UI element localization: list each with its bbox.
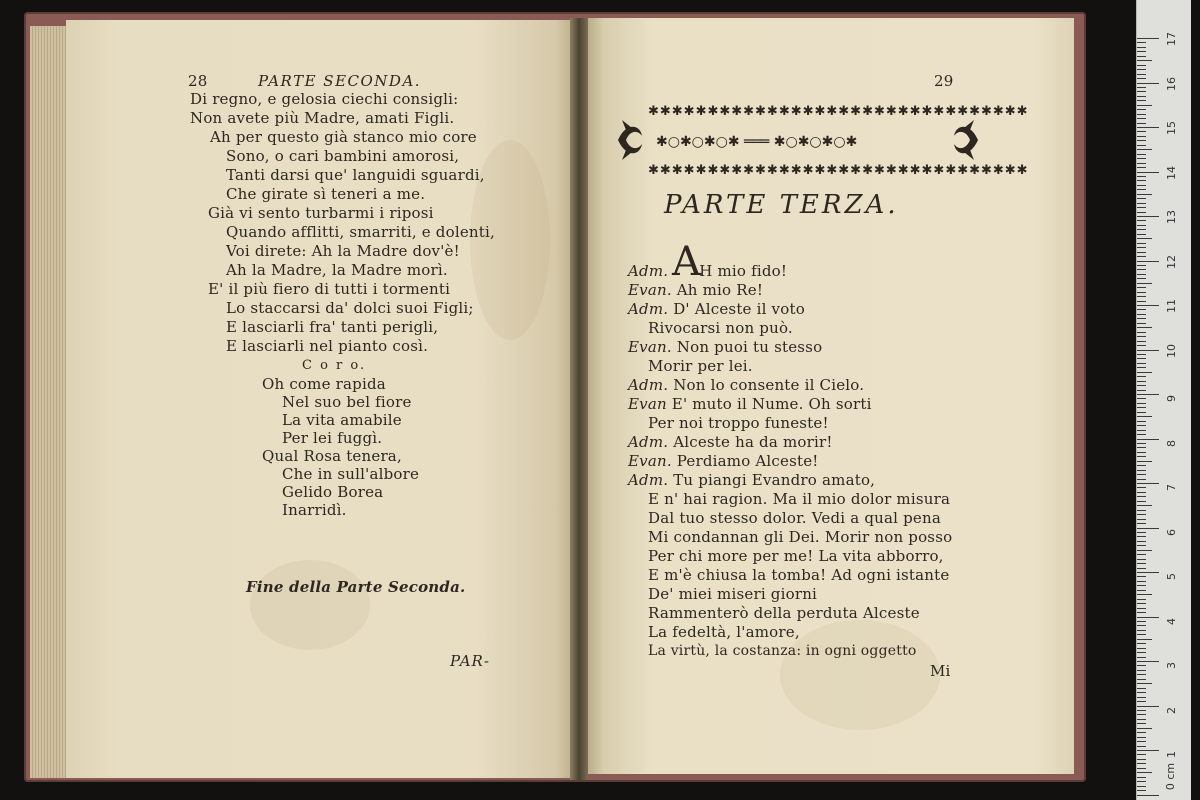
dialogue-line: [628, 376, 864, 394]
dialogue-line: [628, 452, 819, 470]
ruler-tick: [1137, 172, 1159, 173]
line-text: Dal tuo stesso dolor. Vedi a qual pena: [648, 509, 942, 527]
ruler-tick: [1137, 728, 1152, 729]
ruler-tick: [1137, 336, 1146, 337]
ruler-tick: [1137, 639, 1152, 640]
ruler-tick: [1137, 581, 1146, 582]
coro-line: La vita amabile: [282, 411, 402, 429]
coro-line: Nel suo bel fiore: [282, 393, 412, 411]
ruler-tick: [1137, 367, 1146, 368]
ruler-tick: [1137, 416, 1152, 417]
verse-line: Voi direte: Ah la Madre dov'è!: [226, 242, 460, 260]
ruler-tick: [1137, 69, 1146, 70]
dialogue-line: [628, 300, 805, 318]
ruler-tick: [1137, 439, 1159, 440]
ruler-tick: [1137, 470, 1146, 471]
ruler-number: 9: [1165, 395, 1178, 402]
coro-line: Gelido Borea: [282, 483, 384, 501]
book-gutter: [570, 18, 588, 780]
ruler-tick: [1137, 332, 1146, 333]
ruler-tick: [1137, 407, 1146, 408]
ornament-headpiece-icon: [612, 100, 1029, 182]
verse-line: Già vi sento turbarmi i riposi: [208, 204, 434, 222]
speaker-label: Evan.: [628, 452, 672, 470]
ruler-tick: [1137, 238, 1152, 239]
ruler-number: 3: [1165, 662, 1178, 669]
dialogue-line: [648, 585, 817, 603]
verse-line: Non avete più Madre, amati Figli.: [190, 109, 455, 127]
ruler-tick: [1137, 447, 1146, 448]
ruler-tick: [1137, 768, 1146, 769]
ruler-tick: [1137, 229, 1146, 230]
ruler-tick: [1137, 225, 1146, 226]
ruler-tick: [1137, 158, 1146, 159]
line-text: Ah mio Re!: [676, 281, 764, 299]
ruler-tick: [1137, 661, 1159, 662]
ruler-tick: [1137, 403, 1146, 404]
coro-heading: C o r o.: [302, 358, 367, 373]
dialogue-line: [648, 566, 949, 584]
right-catchword: Mi: [930, 662, 951, 680]
ruler-tick: [1137, 398, 1146, 399]
ruler-tick: [1137, 390, 1146, 391]
ruler-tick: [1137, 47, 1146, 48]
ruler-number: 5: [1165, 573, 1178, 580]
ruler-tick: [1137, 754, 1146, 755]
ruler-tick: [1137, 91, 1146, 92]
dialogue-line: [628, 262, 787, 280]
ruler-tick: [1137, 786, 1146, 787]
coro-line: Qual Rosa tenera,: [262, 447, 402, 465]
ruler-tick: [1137, 189, 1146, 190]
measurement-ruler: [1136, 0, 1191, 800]
ruler-tick: [1137, 710, 1146, 711]
ruler-tick: [1137, 87, 1146, 88]
ruler-tick: [1137, 706, 1159, 707]
ruler-tick: [1137, 198, 1146, 199]
dialogue-line: [648, 604, 920, 622]
ruler-tick: [1137, 100, 1146, 101]
ruler-tick: [1137, 327, 1152, 328]
ruler-tick: [1137, 425, 1146, 426]
ruler-tick: [1137, 140, 1146, 141]
dialogue-line: [648, 547, 944, 565]
line-text: Per chi more per me! La vita abborro,: [648, 547, 944, 565]
coro-line: Oh come rapida: [262, 375, 386, 393]
ruler-tick: [1137, 465, 1146, 466]
ruler-tick: [1137, 56, 1146, 57]
dropcap-letter: A: [672, 239, 702, 285]
ruler-tick: [1137, 269, 1146, 270]
ruler-tick: [1137, 65, 1146, 66]
ruler-tick: [1137, 203, 1146, 204]
ruler-tick: [1137, 732, 1146, 733]
ruler-tick: [1137, 790, 1146, 791]
svg-text:✱✱✱✱✱✱✱✱✱✱✱✱✱✱✱✱✱✱✱✱✱✱✱✱✱✱✱✱✱✱: ✱✱✱✱✱✱✱✱✱✱✱✱✱✱✱✱✱✱✱✱✱✱✱✱✱✱✱✱✱✱✱✱: [648, 163, 1029, 178]
ruler-tick: [1137, 434, 1146, 435]
ruler-tick: [1137, 185, 1146, 186]
ruler-tick: [1137, 105, 1152, 106]
ruler-number: 15: [1165, 121, 1178, 135]
ruler-tick: [1137, 38, 1159, 39]
dialogue-line: [628, 471, 875, 489]
ruler-tick: [1137, 372, 1152, 373]
ruler-number: 8: [1165, 439, 1178, 447]
line-text: Non puoi tu stesso: [676, 338, 823, 356]
ruler-tick: [1137, 461, 1152, 462]
verse-line: Di regno, e gelosia ciechi consigli:: [190, 90, 459, 108]
dialogue-line: [628, 338, 822, 356]
fine-parte-seconda: Fine della Parte Seconda.: [246, 578, 466, 596]
dialogue-line: [628, 395, 872, 413]
line-text: Alceste ha da morir!: [673, 433, 833, 451]
ruler-tick: [1137, 265, 1146, 266]
ruler-tick: [1137, 456, 1146, 457]
verse-line: Ah la Madre, la Madre morì.: [226, 261, 448, 279]
ruler-number: 1: [1165, 751, 1178, 758]
ruler-tick: [1137, 83, 1159, 84]
ruler-tick: [1137, 634, 1146, 635]
ruler-tick: [1137, 692, 1146, 693]
ruler-tick: [1137, 314, 1146, 315]
ruler-number: 2: [1165, 706, 1178, 714]
ruler-tick: [1137, 550, 1152, 551]
ruler-tick: [1137, 194, 1152, 195]
ruler-tick: [1137, 568, 1146, 569]
ruler-tick: [1137, 576, 1146, 577]
ruler-tick: [1137, 385, 1146, 386]
line-text: Rivocarsi non può.: [648, 319, 793, 337]
line-text: H mio fido!: [699, 262, 788, 280]
speaker-label: Adm.: [628, 376, 669, 394]
ruler-tick: [1137, 781, 1146, 782]
ruler-tick: [1137, 296, 1146, 297]
ruler-tick: [1137, 701, 1146, 702]
line-text: Non lo consente il Cielo.: [673, 376, 865, 394]
ruler-tick: [1137, 60, 1152, 61]
ruler-tick: [1137, 443, 1146, 444]
dialogue-line: [648, 319, 793, 337]
ruler-tick: [1137, 608, 1146, 609]
coro-line: Che in sull'albore: [282, 465, 420, 483]
ruler-tick: [1137, 683, 1152, 684]
ruler-tick: [1137, 452, 1146, 453]
ruler-tick: [1137, 545, 1146, 546]
ruler-tick: [1137, 154, 1146, 155]
svg-text:✱✱✱✱✱✱✱✱✱✱✱✱✱✱✱✱✱✱✱✱✱✱✱✱✱✱✱✱✱✱: ✱✱✱✱✱✱✱✱✱✱✱✱✱✱✱✱✱✱✱✱✱✱✱✱✱✱✱✱✱✱✱✱: [648, 104, 1029, 119]
ruler-tick: [1137, 381, 1146, 382]
ruler-tick: [1137, 301, 1146, 302]
ruler-tick: [1137, 585, 1146, 586]
ruler-tick: [1137, 741, 1146, 742]
dialogue-line: [648, 509, 941, 527]
verse-line: Ah per questo già stanco mio core: [210, 128, 477, 146]
ruler-tick: [1137, 114, 1146, 115]
dialogue-line: [648, 528, 952, 546]
left-page-number: 28: [188, 72, 208, 90]
speaker-label: Evan.: [628, 281, 672, 299]
ruler-tick: [1137, 737, 1146, 738]
ruler-tick: [1137, 652, 1146, 653]
ruler-tick: [1137, 212, 1146, 213]
ruler-tick: [1137, 358, 1146, 359]
ruler-tick: [1137, 563, 1146, 564]
ruler-tick: [1137, 617, 1159, 618]
ruler-tick: [1137, 376, 1146, 377]
ruler-tick: [1137, 523, 1146, 524]
verse-line: Lo staccarsi da' dolci suoi Figli;: [226, 299, 474, 317]
ruler-tick: [1137, 590, 1146, 591]
ruler-tick: [1137, 670, 1146, 671]
ruler-tick: [1137, 541, 1146, 542]
verse-line: Che girate sì teneri a me.: [226, 185, 426, 203]
ruler-tick: [1137, 350, 1159, 351]
ruler-tick: [1137, 51, 1146, 52]
ruler-tick: [1137, 554, 1146, 555]
ruler-tick: [1137, 750, 1159, 751]
ruler-number: 13: [1165, 210, 1178, 224]
svg-text:✱○✱○✱○✱ ═══ ✱○✱○✱○✱: ✱○✱○✱○✱ ═══ ✱○✱○✱○✱: [656, 134, 858, 150]
coro-line: Per lei fuggì.: [282, 429, 383, 447]
ruler-number: 11: [1165, 299, 1178, 313]
ruler-tick: [1137, 363, 1146, 364]
verse-line: E lasciarli fra' tanti perigli,: [226, 318, 439, 336]
ruler-tick: [1137, 777, 1146, 778]
line-text: La virtù, la costanza: in ogni oggetto: [648, 643, 917, 659]
coro-line: Inarridì.: [282, 501, 347, 519]
verse-line: Tanti darsi que' languidi sguardi,: [226, 166, 485, 184]
ruler-tick: [1137, 163, 1146, 164]
ruler-unit-label: 0 cm: [1164, 762, 1178, 791]
ruler-tick: [1137, 697, 1146, 698]
ruler-tick: [1137, 505, 1152, 506]
ruler-tick: [1137, 287, 1146, 288]
ruler-tick: [1137, 274, 1146, 275]
ruler-tick: [1137, 603, 1146, 604]
ruler-tick: [1137, 283, 1152, 284]
line-text: E n' hai ragion. Ma il mio dolor misura: [648, 490, 951, 508]
ruler-tick: [1137, 795, 1159, 796]
parte-terza-title: PARTE TERZA.: [664, 190, 899, 220]
ruler-tick: [1137, 679, 1146, 680]
ruler-tick: [1137, 345, 1146, 346]
ruler-tick: [1137, 572, 1159, 573]
ruler-number: 4: [1165, 617, 1178, 625]
ruler-tick: [1137, 714, 1146, 715]
ruler-tick: [1137, 278, 1146, 279]
ruler-tick: [1137, 216, 1159, 217]
right-page-number: 29: [934, 72, 954, 90]
ruler-tick: [1137, 309, 1146, 310]
ruler-tick: [1137, 109, 1146, 110]
verse-line: E lasciarli nel pianto così.: [226, 337, 429, 355]
ruler-tick: [1137, 261, 1159, 262]
line-text: La fedeltà, l'amore,: [648, 623, 800, 641]
ruler-tick: [1137, 412, 1146, 413]
ruler-tick: [1137, 131, 1146, 132]
ruler-tick: [1137, 559, 1146, 560]
line-text: E m'è chiusa la tomba! Ad ogni istante: [648, 566, 950, 584]
ruler-number: 17: [1165, 32, 1178, 46]
ruler-tick: [1137, 167, 1146, 168]
ruler-tick: [1137, 643, 1146, 644]
ruler-tick: [1137, 665, 1146, 666]
dialogue-line: [628, 281, 763, 299]
ruler-tick: [1137, 657, 1146, 658]
ruler-tick: [1137, 723, 1146, 724]
ruler-tick: [1137, 772, 1152, 773]
speaker-label: Adm.: [628, 471, 669, 489]
dialogue-line: [628, 433, 833, 451]
line-text: Perdiamo Alceste!: [676, 452, 819, 470]
ruler-tick: [1137, 149, 1152, 150]
ruler-tick: [1137, 519, 1146, 520]
ruler-tick: [1137, 127, 1159, 128]
ruler-tick: [1137, 594, 1152, 595]
verse-line: E' il più fiero di tutti i tormenti: [208, 280, 451, 298]
dialogue-line: [648, 414, 829, 432]
ruler-tick: [1137, 118, 1146, 119]
ruler-tick: [1137, 207, 1146, 208]
ruler-tick: [1137, 252, 1146, 253]
ruler-tick: [1137, 136, 1146, 137]
ruler-tick: [1137, 78, 1146, 79]
dialogue-line: [648, 642, 917, 660]
line-text: D' Alceste il voto: [673, 300, 805, 318]
ruler-tick: [1137, 621, 1146, 622]
ruler-number: 6: [1165, 528, 1178, 536]
ruler-tick: [1137, 759, 1146, 760]
ruler-tick: [1137, 421, 1146, 422]
line-text: De' miei miseri giorni: [648, 585, 818, 603]
line-text: Per noi troppo funeste!: [648, 414, 829, 432]
ruler-tick: [1137, 746, 1146, 747]
ruler-tick: [1137, 479, 1146, 480]
verse-line: Sono, o cari bambini amorosi,: [226, 147, 460, 165]
ruler-tick: [1137, 96, 1146, 97]
line-text: Morir per lei.: [648, 357, 753, 375]
ruler-tick: [1137, 688, 1146, 689]
speaker-label: Evan: [628, 395, 667, 413]
ruler-tick: [1137, 323, 1146, 324]
ruler-tick: [1137, 487, 1146, 488]
dialogue-line: [648, 490, 950, 508]
ruler-tick: [1137, 354, 1146, 355]
speaker-label: Adm.: [628, 433, 669, 451]
ruler-number: 10: [1165, 343, 1178, 358]
ruler-tick: [1137, 234, 1146, 235]
ruler-tick: [1137, 532, 1146, 533]
ruler-tick: [1137, 625, 1146, 626]
ruler-tick: [1137, 763, 1146, 764]
line-text: Rammenterò della perduta Alceste: [648, 604, 920, 622]
ruler-tick: [1137, 630, 1146, 631]
ruler-tick: [1137, 341, 1146, 342]
ruler-tick: [1137, 247, 1146, 248]
ruler-tick: [1137, 648, 1146, 649]
ruler-tick: [1137, 599, 1146, 600]
ruler-number: 14: [1165, 165, 1178, 180]
ruler-tick: [1137, 180, 1146, 181]
ruler-tick: [1137, 430, 1146, 431]
ruler-number: 16: [1165, 76, 1178, 91]
ruler-tick: [1137, 514, 1146, 515]
ruler-tick: [1137, 612, 1146, 613]
ruler-tick: [1137, 483, 1159, 484]
ruler-tick: [1137, 536, 1146, 537]
ruler-tick: [1137, 256, 1146, 257]
speaker-label: Adm.: [628, 300, 669, 318]
ruler-tick: [1137, 719, 1146, 720]
line-text: Tu piangi Evandro amato,: [673, 471, 876, 489]
ruler-tick: [1137, 501, 1146, 502]
ruler-tick: [1137, 145, 1146, 146]
line-text: Mi condannan gli Dei. Morir non posso: [648, 528, 953, 546]
ruler-tick: [1137, 292, 1146, 293]
ruler-tick: [1137, 674, 1146, 675]
ruler-tick: [1137, 496, 1146, 497]
ruler-tick: [1137, 176, 1146, 177]
ruler-tick: [1137, 74, 1146, 75]
ruler-tick: [1137, 42, 1146, 43]
line-text: E' muto il Nume. Oh sorti: [671, 395, 872, 413]
dialogue-line: [648, 623, 800, 641]
ruler-tick: [1137, 123, 1146, 124]
ruler-tick: [1137, 305, 1159, 306]
ruler-tick: [1137, 492, 1146, 493]
ruler-tick: [1137, 318, 1146, 319]
ruler-tick: [1137, 220, 1146, 221]
ruler-tick: [1137, 528, 1159, 529]
verse-line: Quando afflitti, smarriti, e dolenti,: [226, 223, 495, 241]
ruler-tick: [1137, 510, 1146, 511]
speaker-label: Adm.: [628, 262, 669, 280]
left-catchword: PAR-: [450, 652, 490, 670]
dialogue-line: [648, 357, 753, 375]
ruler-number: 7: [1165, 484, 1178, 491]
ruler-tick: [1137, 474, 1146, 475]
ruler-tick: [1137, 243, 1146, 244]
ruler-number: 12: [1165, 254, 1178, 269]
left-running-header: PARTE SECONDA.: [258, 72, 422, 90]
speaker-label: Evan.: [628, 338, 672, 356]
ruler-tick: [1137, 394, 1159, 395]
